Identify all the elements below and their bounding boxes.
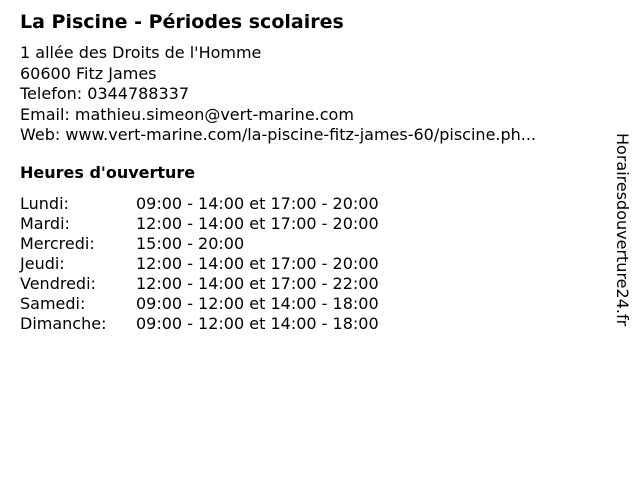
- hours-row-wednesday: [20, 234, 379, 254]
- address-line-2: 60600 Fitz James: [20, 63, 157, 83]
- day-label: Lundi:: [20, 194, 69, 213]
- site-watermark: Horairesdouverture24.fr: [613, 133, 632, 327]
- time-range: 12:00 - 14:00 et 17:00 - 20:00: [136, 214, 379, 233]
- day-label: Mercredi:: [20, 234, 95, 253]
- hours-row-sunday: [20, 314, 379, 334]
- day-label: Vendredi:: [20, 274, 96, 293]
- page-title: La Piscine - Périodes scolaires: [20, 11, 344, 33]
- contact-info: [20, 43, 536, 146]
- time-range: 09:00 - 12:00 et 14:00 - 18:00: [136, 314, 379, 333]
- hours-row-tuesday: [20, 214, 379, 234]
- day-label: Jeudi:: [20, 254, 65, 273]
- time-range: 12:00 - 14:00 et 17:00 - 22:00: [136, 274, 379, 293]
- time-range: 09:00 - 12:00 et 14:00 - 18:00: [136, 294, 379, 313]
- address-line-1: 1 allée des Droits de l'Homme: [20, 43, 262, 62]
- time-range: 15:00 - 20:00: [136, 234, 245, 253]
- hours-row-thursday: [20, 254, 379, 274]
- phone-number: Telefon: 0344788337: [20, 84, 190, 103]
- opening-hours-list: [20, 194, 379, 334]
- opening-hours-heading: Heures d'ouverture: [20, 163, 196, 182]
- hours-row-saturday: [20, 294, 379, 314]
- day-label: Dimanche:: [20, 314, 107, 333]
- email-address: Email: mathieu.simeon@vert-marine.com: [20, 104, 354, 124]
- time-range: 09:00 - 14:00 et 17:00 - 20:00: [136, 194, 379, 213]
- website-url: Web: www.vert-marine.com/la-piscine-fitz-james-60/piscine.ph...: [20, 125, 537, 144]
- day-label: Mardi:: [20, 214, 70, 233]
- hours-row-friday: [20, 274, 379, 294]
- time-range: 12:00 - 14:00 et 17:00 - 20:00: [136, 254, 379, 273]
- day-label: Samedi:: [20, 294, 86, 313]
- hours-row-monday: [20, 194, 379, 214]
